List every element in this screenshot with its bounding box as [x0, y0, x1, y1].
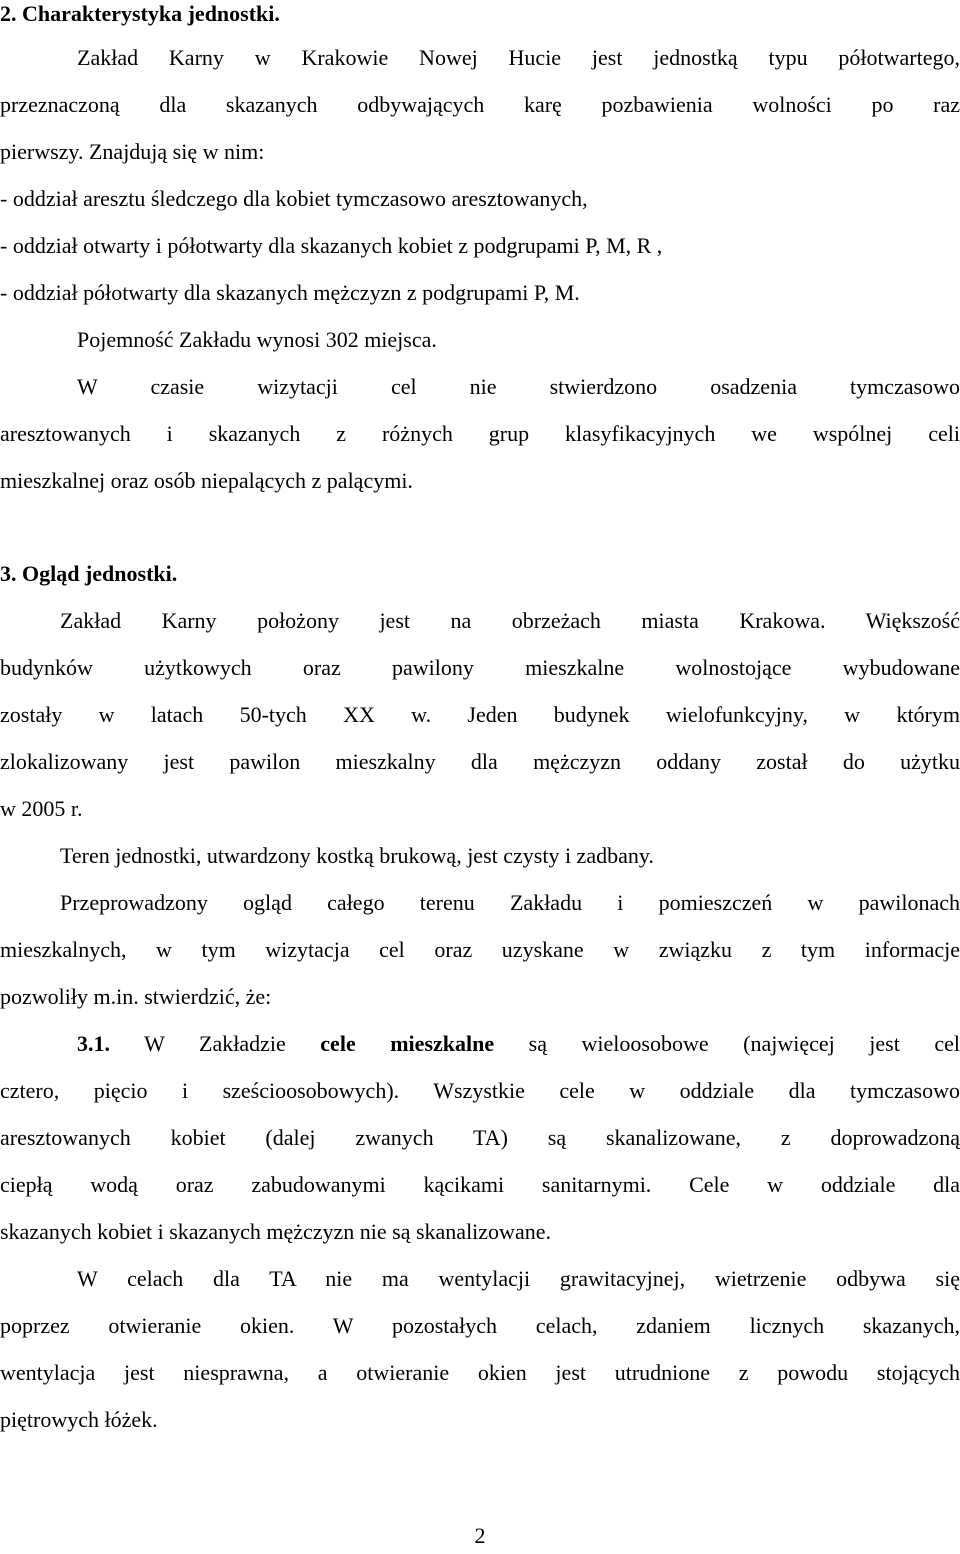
section-3-paragraph-1-line-4: zlokalizowany jest pawilon mieszkalny dla mężczyzn oddany został do użytku	[0, 749, 960, 774]
section-2-paragraph-1-line-1: Zakład Karny w Krakowie Nowej Hucie jest jednostką typu półotwartego,	[77, 45, 960, 70]
list-item-3: - oddział półotwarty dla skazanych mężczyzn z podgrupami P, M.	[0, 280, 580, 305]
section-3-paragraph-2: Teren jednostki, utwardzony kostką brukową, jest czysty i zadbany.	[60, 843, 654, 868]
list-item-1: - oddział aresztu śledczego dla kobiet tymczasowo aresztowanych,	[0, 186, 588, 211]
section-2-paragraph-2-line-1: W czasie wizytacji cel nie stwierdzono osadzenia tymczasowo	[77, 374, 960, 399]
subsection-bold-term: cele mieszkalne	[320, 1031, 495, 1056]
section-3-paragraph-3-line-2: mieszkalnych, w tym wizytacja cel oraz uzyskane w związku z tym informacje	[0, 937, 960, 962]
subsection-text-post: są wieloosobowe (najwięcej jest cel	[494, 1031, 960, 1056]
section-3-1-line-2: cztero, pięcio i sześcioosobowych). Wszystkie cele w oddziale dla tymczasowo	[0, 1078, 960, 1103]
section-2-paragraph-2-line-3: mieszkalnej oraz osób niepalących z palącymi.	[0, 468, 413, 493]
section-3-paragraph-1-line-1: Zakład Karny położony jest na obrzeżach miasta Krakowa. Większość	[60, 608, 960, 633]
page-number: 2	[474, 1523, 486, 1548]
section-3-heading: 3. Ogląd jednostki.	[0, 561, 178, 586]
subsection-text-pre: W Zakładzie	[110, 1031, 321, 1056]
section-2-paragraph-2-line-2: aresztowanych i skazanych z różnych grup klasyfikacyjnych we wspólnej celi	[0, 421, 960, 446]
ventilation-paragraph-line-2: poprzez otwieranie okien. W pozostałych celach, zdaniem licznych skazanych,	[0, 1313, 960, 1338]
capacity-line: Pojemność Zakładu wynosi 302 miejsca.	[77, 327, 437, 352]
section-3-1-line-1	[0, 1020, 960, 1067]
section-3-paragraph-3-line-3: pozwoliły m.in. stwierdzić, że:	[0, 984, 272, 1009]
subsection-number: 3.1.	[77, 1031, 110, 1056]
ventilation-paragraph-line-4: piętrowych łóżek.	[0, 1407, 158, 1432]
section-2-paragraph-1-line-3: pierwszy. Znajdują się w nim:	[0, 139, 265, 164]
section-3-paragraph-1-line-5: w 2005 r.	[0, 796, 83, 821]
section-2-heading: 2. Charakterystyka jednostki.	[0, 1, 280, 26]
section-2-paragraph-1-line-2: przeznaczoną dla skazanych odbywających karę pozbawienia wolności po raz	[0, 92, 960, 117]
section-3-paragraph-1-line-2: budynków użytkowych oraz pawilony mieszkalne wolnostojące wybudowane	[0, 655, 960, 680]
section-3-paragraph-1-line-3: zostały w latach 50-tych XX w. Jeden budynek wielofunkcyjny, w którym	[0, 702, 960, 727]
ventilation-paragraph-line-3: wentylacja jest niesprawna, a otwieranie okien jest utrudnione z powodu stojących	[0, 1360, 960, 1385]
section-3-1-line-3: aresztowanych kobiet (dalej zwanych TA) są skanalizowane, z doprowadzoną	[0, 1125, 960, 1150]
list-item-2: - oddział otwarty i półotwarty dla skazanych kobiet z podgrupami P, M, R ,	[0, 233, 663, 258]
section-3-1-line-4: ciepłą wodą oraz zabudowanymi kącikami sanitarnymi. Cele w oddziale dla	[0, 1172, 960, 1197]
section-3-paragraph-3-line-1: Przeprowadzony ogląd całego terenu Zakładu i pomieszczeń w pawilonach	[60, 890, 960, 915]
section-3-1-line-5: skazanych kobiet i skazanych mężczyzn nie są skanalizowane.	[0, 1219, 551, 1244]
ventilation-paragraph-line-1: W celach dla TA nie ma wentylacji grawitacyjnej, wietrzenie odbywa się	[77, 1266, 960, 1291]
